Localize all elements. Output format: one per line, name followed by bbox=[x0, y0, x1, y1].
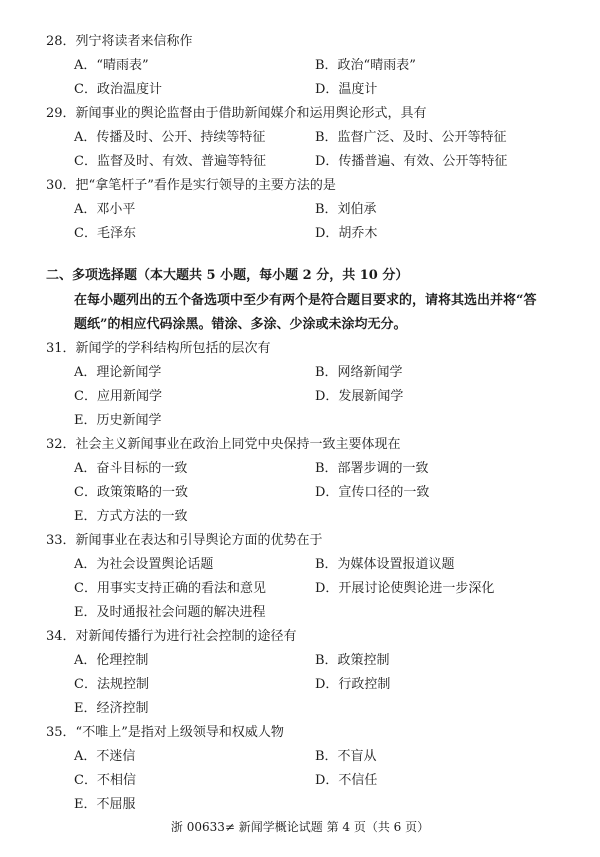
q28-option-d: D．温度计 bbox=[315, 82, 378, 97]
q30-option-b: B．刘伯承 bbox=[315, 202, 377, 217]
section-2-instruction-2: 题纸”的相应代码涂黑。错涂、多涂、少涂或未涂均无分。 bbox=[74, 317, 407, 332]
question-33-stem: 33．新闻事业在表达和引导舆论方面的优势在于 bbox=[46, 533, 323, 548]
q35-option-b: B．不盲从 bbox=[315, 749, 377, 764]
q32-option-b: B．部署步调的一致 bbox=[315, 461, 429, 476]
q28-option-a: A．“晴雨表” bbox=[74, 58, 149, 73]
q34-option-a: A．伦理控制 bbox=[74, 653, 149, 668]
question-35-stem: 35．“不唯上”是指对上级领导和权威人物 bbox=[46, 725, 284, 740]
question-34-stem: 34．对新闻传播行为进行社会控制的途径有 bbox=[46, 629, 297, 644]
section-2-instruction-1: 在每小题列出的五个备选项中至少有两个是符合题目要求的，请将其选出并将“答 bbox=[74, 293, 537, 308]
q33-option-a: A．为社会设置舆论话题 bbox=[74, 557, 214, 572]
q31-option-c: C．应用新闻学 bbox=[74, 389, 162, 404]
q29-option-b: B．监督广泛、及时、公开等特征 bbox=[315, 130, 507, 145]
q35-option-a: A．不迷信 bbox=[74, 749, 136, 764]
q28-option-b: B．政治“晴雨表” bbox=[315, 58, 416, 73]
q30-option-c: C．毛泽东 bbox=[74, 226, 136, 241]
q32-option-e: E．方式方法的一致 bbox=[74, 509, 188, 524]
q30-option-d: D．胡乔木 bbox=[315, 226, 378, 241]
q35-option-e: E．不屈服 bbox=[74, 797, 136, 812]
question-32-stem: 32．社会主义新闻事业在政治上同党中央保持一致主要体现在 bbox=[46, 437, 401, 452]
q31-option-b: B．网络新闻学 bbox=[315, 365, 403, 380]
q33-option-e: E．及时通报社会问题的解决进程 bbox=[74, 605, 266, 620]
q34-option-d: D．行政控制 bbox=[315, 677, 391, 692]
q31-option-a: A．理论新闻学 bbox=[74, 365, 162, 380]
q32-option-a: A．奋斗目标的一致 bbox=[74, 461, 188, 476]
q33-option-c: C．用事实支持正确的看法和意见 bbox=[74, 581, 266, 596]
q35-option-c: C．不相信 bbox=[74, 773, 136, 788]
q35-option-d: D．不信任 bbox=[315, 773, 378, 788]
section-2-title: 二、多项选择题（本大题共 5 小题，每小题 2 分，共 10 分） bbox=[46, 268, 409, 283]
question-30-stem: 30．把“拿笔杆子”看作是实行领导的主要方法的是 bbox=[46, 178, 336, 193]
q33-option-b: B．为媒体设置报道议题 bbox=[315, 557, 455, 572]
q28-option-c: C．政治温度计 bbox=[74, 82, 162, 97]
q29-option-d: D．传播普遍、有效、公开等特征 bbox=[315, 154, 508, 169]
q34-option-b: B．政策控制 bbox=[315, 653, 390, 668]
q32-option-d: D．宣传口径的一致 bbox=[315, 485, 430, 500]
question-28-stem: 28．列宁将读者来信称作 bbox=[46, 34, 193, 49]
q34-option-e: E．经济控制 bbox=[74, 701, 149, 716]
q31-option-d: D．发展新闻学 bbox=[315, 389, 404, 404]
question-29-stem: 29．新闻事业的舆论监督由于借助新闻媒介和运用舆论形式，具有 bbox=[46, 106, 427, 121]
q33-option-d: D．开展讨论使舆论进一步深化 bbox=[315, 581, 495, 596]
question-31-stem: 31．新闻学的学科结构所包括的层次有 bbox=[46, 341, 271, 356]
q30-option-a: A．邓小平 bbox=[74, 202, 136, 217]
q29-option-c: C．监督及时、有效、普遍等特征 bbox=[74, 154, 266, 169]
q31-option-e: E．历史新闻学 bbox=[74, 413, 162, 428]
q29-option-a: A．传播及时、公开、持续等特征 bbox=[74, 130, 266, 145]
q32-option-c: C．政策策略的一致 bbox=[74, 485, 188, 500]
page-footer: 浙 00633≠ 新闻学概论试题 第 4 页（共 6 页） bbox=[170, 820, 430, 834]
q34-option-c: C．法规控制 bbox=[74, 677, 149, 692]
